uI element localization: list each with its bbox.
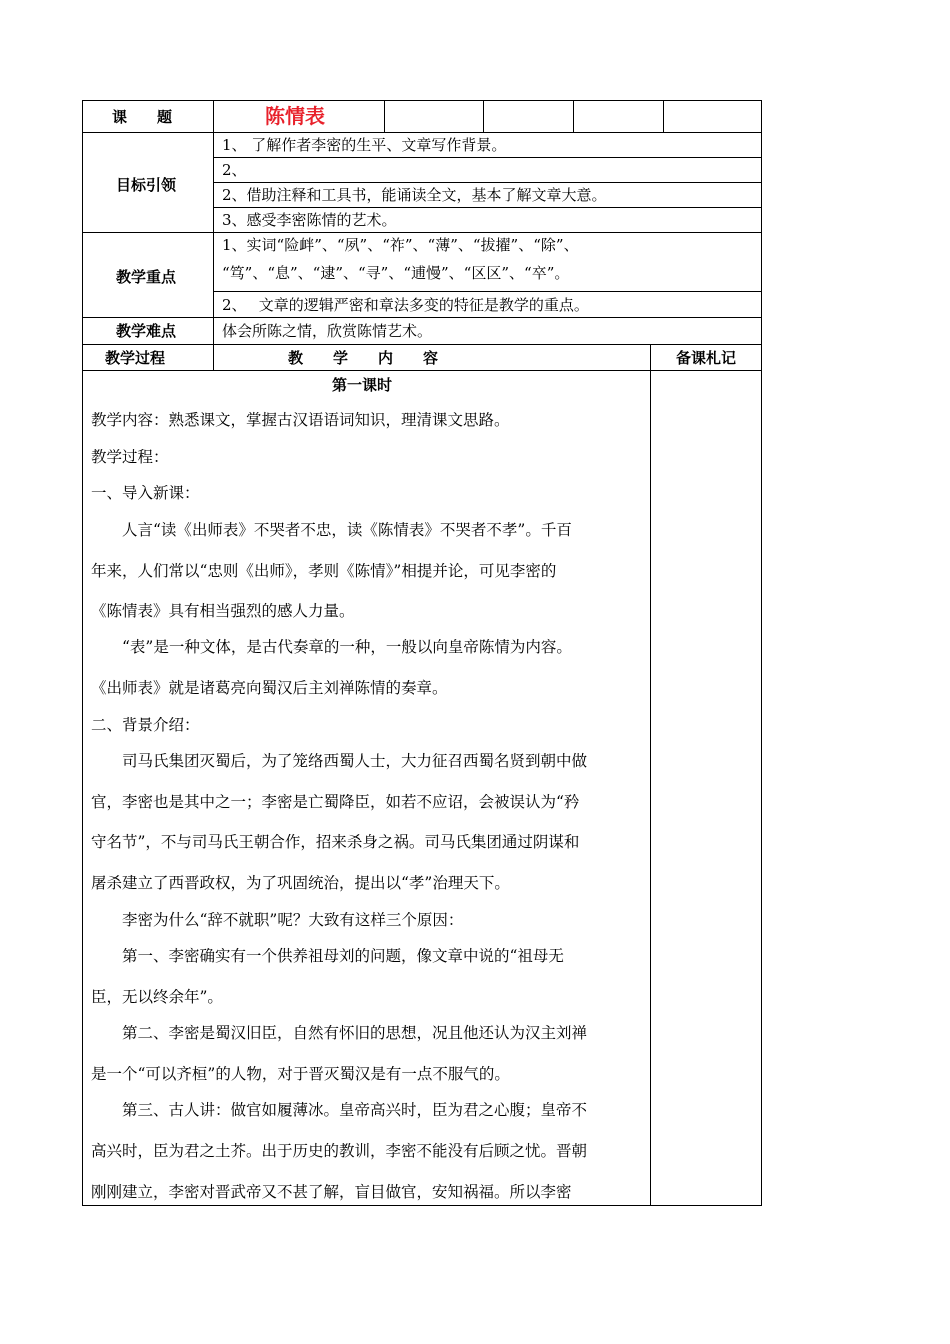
lesson-line: 刚刚建立，李密对晋武帝又不甚了解，盲目做官，安知祸福。所以李密 <box>91 1183 572 1201</box>
lesson-line: 一、导入新课： <box>91 484 200 502</box>
page-title: 陈情表 <box>265 104 325 128</box>
lesson-line: 二、背景介绍： <box>91 716 200 734</box>
lesson-line: 人言“读《出师表》不哭者不忠，读《陈情表》不哭者不孝”。千百 <box>91 521 572 539</box>
focus-item: 1、实词“险衅”、“夙”、“祚”、“薄”、“拔擢”、“除”、 <box>222 236 579 254</box>
lesson-line: 司马氏集团灭蜀后，为了笼络西蜀人士，大力征召西蜀名贤到朝中做 <box>91 752 588 770</box>
session-title: 第一课时 <box>332 376 393 394</box>
topic-label: 课 题 <box>112 108 173 126</box>
lesson-line: 第三、古人讲：做官如履薄冰。皇帝高兴时，臣为君之心腹；皇帝不 <box>91 1101 588 1119</box>
lesson-line: 年来，人们常以“忠则《出师》，孝则《陈情》”相提并论，可见李密的 <box>91 562 557 580</box>
lesson-line: 官，李密也是其中之一；李密是亡蜀降臣，如若不应诏，会被误认为“矜 <box>91 793 580 811</box>
difficulty-text: 体会所陈之情，欣赏陈情艺术。 <box>222 322 433 340</box>
goal-item: 2、借助注释和工具书，能诵读全文，基本了解文章大意。 <box>222 186 607 204</box>
lesson-line: 第一、李密确实有一个供养祖母刘的问题，像文章中说的“祖母无 <box>91 947 564 965</box>
lesson-line: 李密为什么“辞不就职”呢？大致有这样三个原因： <box>91 911 464 929</box>
lesson-line: 《陈情表》具有相当强烈的感人力量。 <box>91 602 355 620</box>
goal-item: 1、 了解作者李密的生平、文章写作背景。 <box>222 136 507 154</box>
focus-label: 教学重点 <box>116 268 177 286</box>
lesson-line: 屠杀建立了西晋政权，为了巩固统治，提出以“孝”治理天下。 <box>91 874 510 892</box>
goal-item: 3、感受李密陈情的艺术。 <box>222 211 397 229</box>
difficulty-label: 教学难点 <box>116 322 177 340</box>
goals-label: 目标引领 <box>116 176 177 194</box>
lesson-line: 守名节”，不与司马氏王朝合作，招来杀身之祸。司马氏集团通过阴谋和 <box>91 833 580 851</box>
lesson-line: 臣，无以终余年”。 <box>91 988 223 1006</box>
content-label: 教 学 内 容 <box>288 349 439 367</box>
lesson-line: 高兴时，臣为君之土芥。出于历史的教训，李密不能没有后顾之忧。晋朝 <box>91 1142 588 1160</box>
lesson-line: 教学内容：熟悉课文，掌握古汉语语词知识，理清课文思路。 <box>91 411 510 429</box>
lesson-line: “表”是一种文体，是古代奏章的一种，一般以向皇帝陈情为内容。 <box>91 638 572 656</box>
process-label: 教学过程 <box>105 349 166 367</box>
focus-item: 2、 文章的逻辑严密和章法多变的特征是教学的重点。 <box>222 296 589 314</box>
focus-item: “笃”、“息”、“逮”、“寻”、“逋慢”、“区区”、“卒”。 <box>222 264 570 282</box>
lesson-line: 第二、李密是蜀汉旧臣，自然有怀旧的思想，况且他还认为汉主刘禅 <box>91 1024 588 1042</box>
lesson-line: 教学过程： <box>91 448 169 466</box>
notes-label: 备课札记 <box>676 349 737 367</box>
goal-item: 2、 <box>222 161 247 179</box>
lesson-line: 是一个“可以齐桓”的人物，对于晋灭蜀汉是有一点不服气的。 <box>91 1065 510 1083</box>
lesson-line: 《出师表》就是诸葛亮向蜀汉后主刘禅陈情的奏章。 <box>91 679 448 697</box>
